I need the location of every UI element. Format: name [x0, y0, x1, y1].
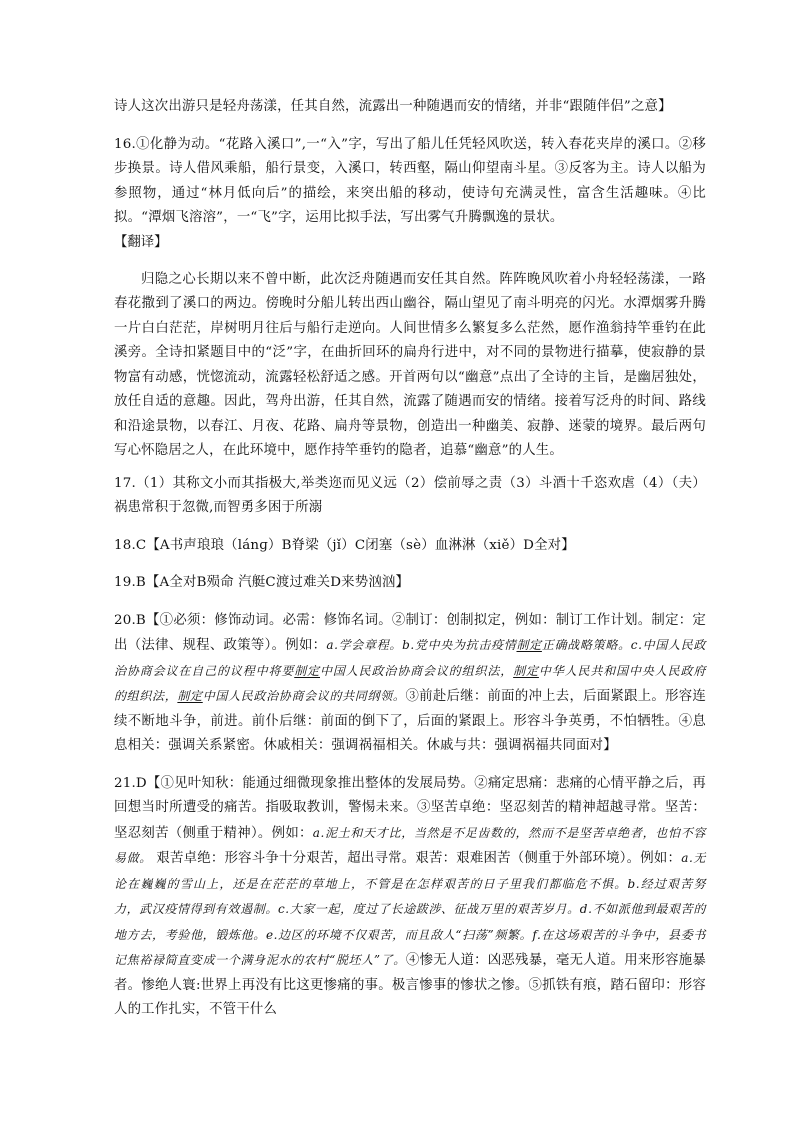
example-text: 中国人民政治协商会议的共同纲领。 [202, 689, 406, 703]
answer-15-tail: 诗人这次出游只是轻舟荡漾，任其自然，流露出一种随遇而安的情绪，并非“跟随伴侣”之意】 [114, 99, 672, 114]
answer-19: 19.B【A全对B殒命 汽艇C渡过难关D来势汹汹】 [114, 575, 410, 590]
answer-21 [114, 772, 706, 1023]
answer-21-text-a: 21.D【①见叶知秋：能通过细微现象推出整体的发展局势。②痛定思痛：悲痛的心情平静之后，再回想当时所遭受的痛苦。指吸取教训，警惕未来。③坚苦卓绝：坚忍刻苦的精神超越寻常。坚苦：坚忍刻苦（侧重于精神）。例如： [114, 775, 706, 841]
answer-16: 16.①化静为动。“花路入溪口”,一“入”字，写出了船儿任凭轻风吹送，转入春花夹岸的溪口。②移步换景。诗人借风乘船，船行景变，入溪口，转西壑，隔山仰望南斗星。③反客为主。诗人以船为参照物，通过“林月低向后”的描绘，来突出船的移动，使诗句充满灵性，富含生活趣味。④比拟。“潭烟飞溶溶”，一“飞”字，运用比拟手法，写出雾气升腾飘逸的景状。 [114, 136, 706, 225]
underlined-word: 制定 [513, 663, 539, 678]
example-text: a.泥土和天才比，当然是不足齿数的，然而不是坚苦卓绝者，也怕不容易做。 [114, 825, 706, 865]
translation-heading: 【翻译】 [114, 234, 168, 250]
answer-20 [114, 609, 706, 759]
underlined-word: 制定 [516, 638, 542, 652]
example-text: 中华人民共和国中央人民政府的组织法， [114, 663, 706, 703]
underlined-word: 制定 [294, 663, 320, 678]
example-text: 中国人民政治协商会议的组织法， [320, 663, 514, 678]
underlined-word: 制定 [177, 689, 203, 703]
answer-20-text-b: ③前赴后继：前面的冲上去，后面紧跟上。形容连续不断地斗争，前进。前仆后继：前面的倒下了，后面的紧跟上。形容斗争英勇，不怕牺牲。④息息相关：强调关系紧密。休戚相关：强调祸福相关。休戚与共：强调祸福共同面对】 [114, 689, 707, 753]
example-text: a.无论在巍巍的雪山上，还是在茫茫的草地上，不管是在怎样艰苦的日子里我们都临危不惧。b.经过艰苦努力，武汉疫情得到有效遏制。c.大家一起，度过了长途跋涉、征战万里的艰苦岁月。d.不如派他到最艰苦的地方去，考验他，锻炼他。e.边区的环境不仅艰苦，而且敌人“扫荡”频繁。f.在这场艰苦的斗争中，县委书记焦裕禄简直变成一个满身泥水的农村“脱坯人”了。 [114, 851, 706, 967]
document-page [114, 95, 706, 1023]
translation-body: 归隐之心长期以来不曾中断，此次泛舟随遇而安任其自然。阵阵晚风吹着小舟轻轻荡漾，一路春花撒到了溪口的两边。傍晚时分船儿转出西山幽谷，隔山望见了南斗明亮的闪光。水潭烟雾升腾一片白白茫茫，岸树明月往后与船行走逆向。人间世情多么繁复多么茫然，愿作渔翁持竿垂钓在此溪旁。全诗扣紧题目中的“泛”字，在曲折回环的扁舟行进中，对不同的景物进行描摹，使寂静的景物富有动感，恍惚流动，流露轻松舒适之感。开首两句以“幽意”点出了全诗的主旨，是幽居独处，放任自适的意趣。因此，驾舟出游，任其自然，流露了随遇而安的情绪。接着写泛舟的时间、路线和沿途景物，以春江、月夜、花路、扁舟等景物，创造出一种幽美、寂静、迷蒙的境界。最后两句写心怀隐居之人，在此环境中，愿作持竿垂钓的隐者，追慕“幽意”的人生。 [114, 271, 706, 458]
answer-21-text-c: ④惨无人道：凶恶残暴，毫无人道。用来形容施暴者。惨绝人寰:世界上再没有比这更惨痛的事。极言惨事的惨状之惨。⑤抓铁有痕，踏石留印：形容人的工作扎实，不管干什么 [114, 953, 707, 1017]
example-text: 正确战略策略。c.中国人民政治协商会议在自己的议程中将要 [114, 638, 707, 678]
answer-17: 17.（1）其称文小而其指极大,举类迩而见义远（2）偿前辱之责（3）斗酒十千恣欢虐（4）（夫）祸患常积于忽微,而智勇多困于所溺 [114, 475, 706, 515]
answer-20-text-a: 20.B【①必须：修饰动词。必需：修饰名词。②制订：创制拟定，例如：制订工作计划。制定：定出（法律、规程、政策等）。例如： [114, 612, 706, 653]
answer-21-text-b: 艰苦卓绝：形容斗争十分艰苦，超出寻常。艰苦：艰难困苦（侧重于外部环境）。例如： [151, 851, 682, 866]
answer-18: 18.C【A书声琅琅（lánɡ）B脊梁（jǐ）C闭塞（sè）血淋淋（xiě）D全对】 [114, 537, 575, 553]
example-text: a.学会章程。b.党中央为抗击疫情 [326, 638, 517, 652]
